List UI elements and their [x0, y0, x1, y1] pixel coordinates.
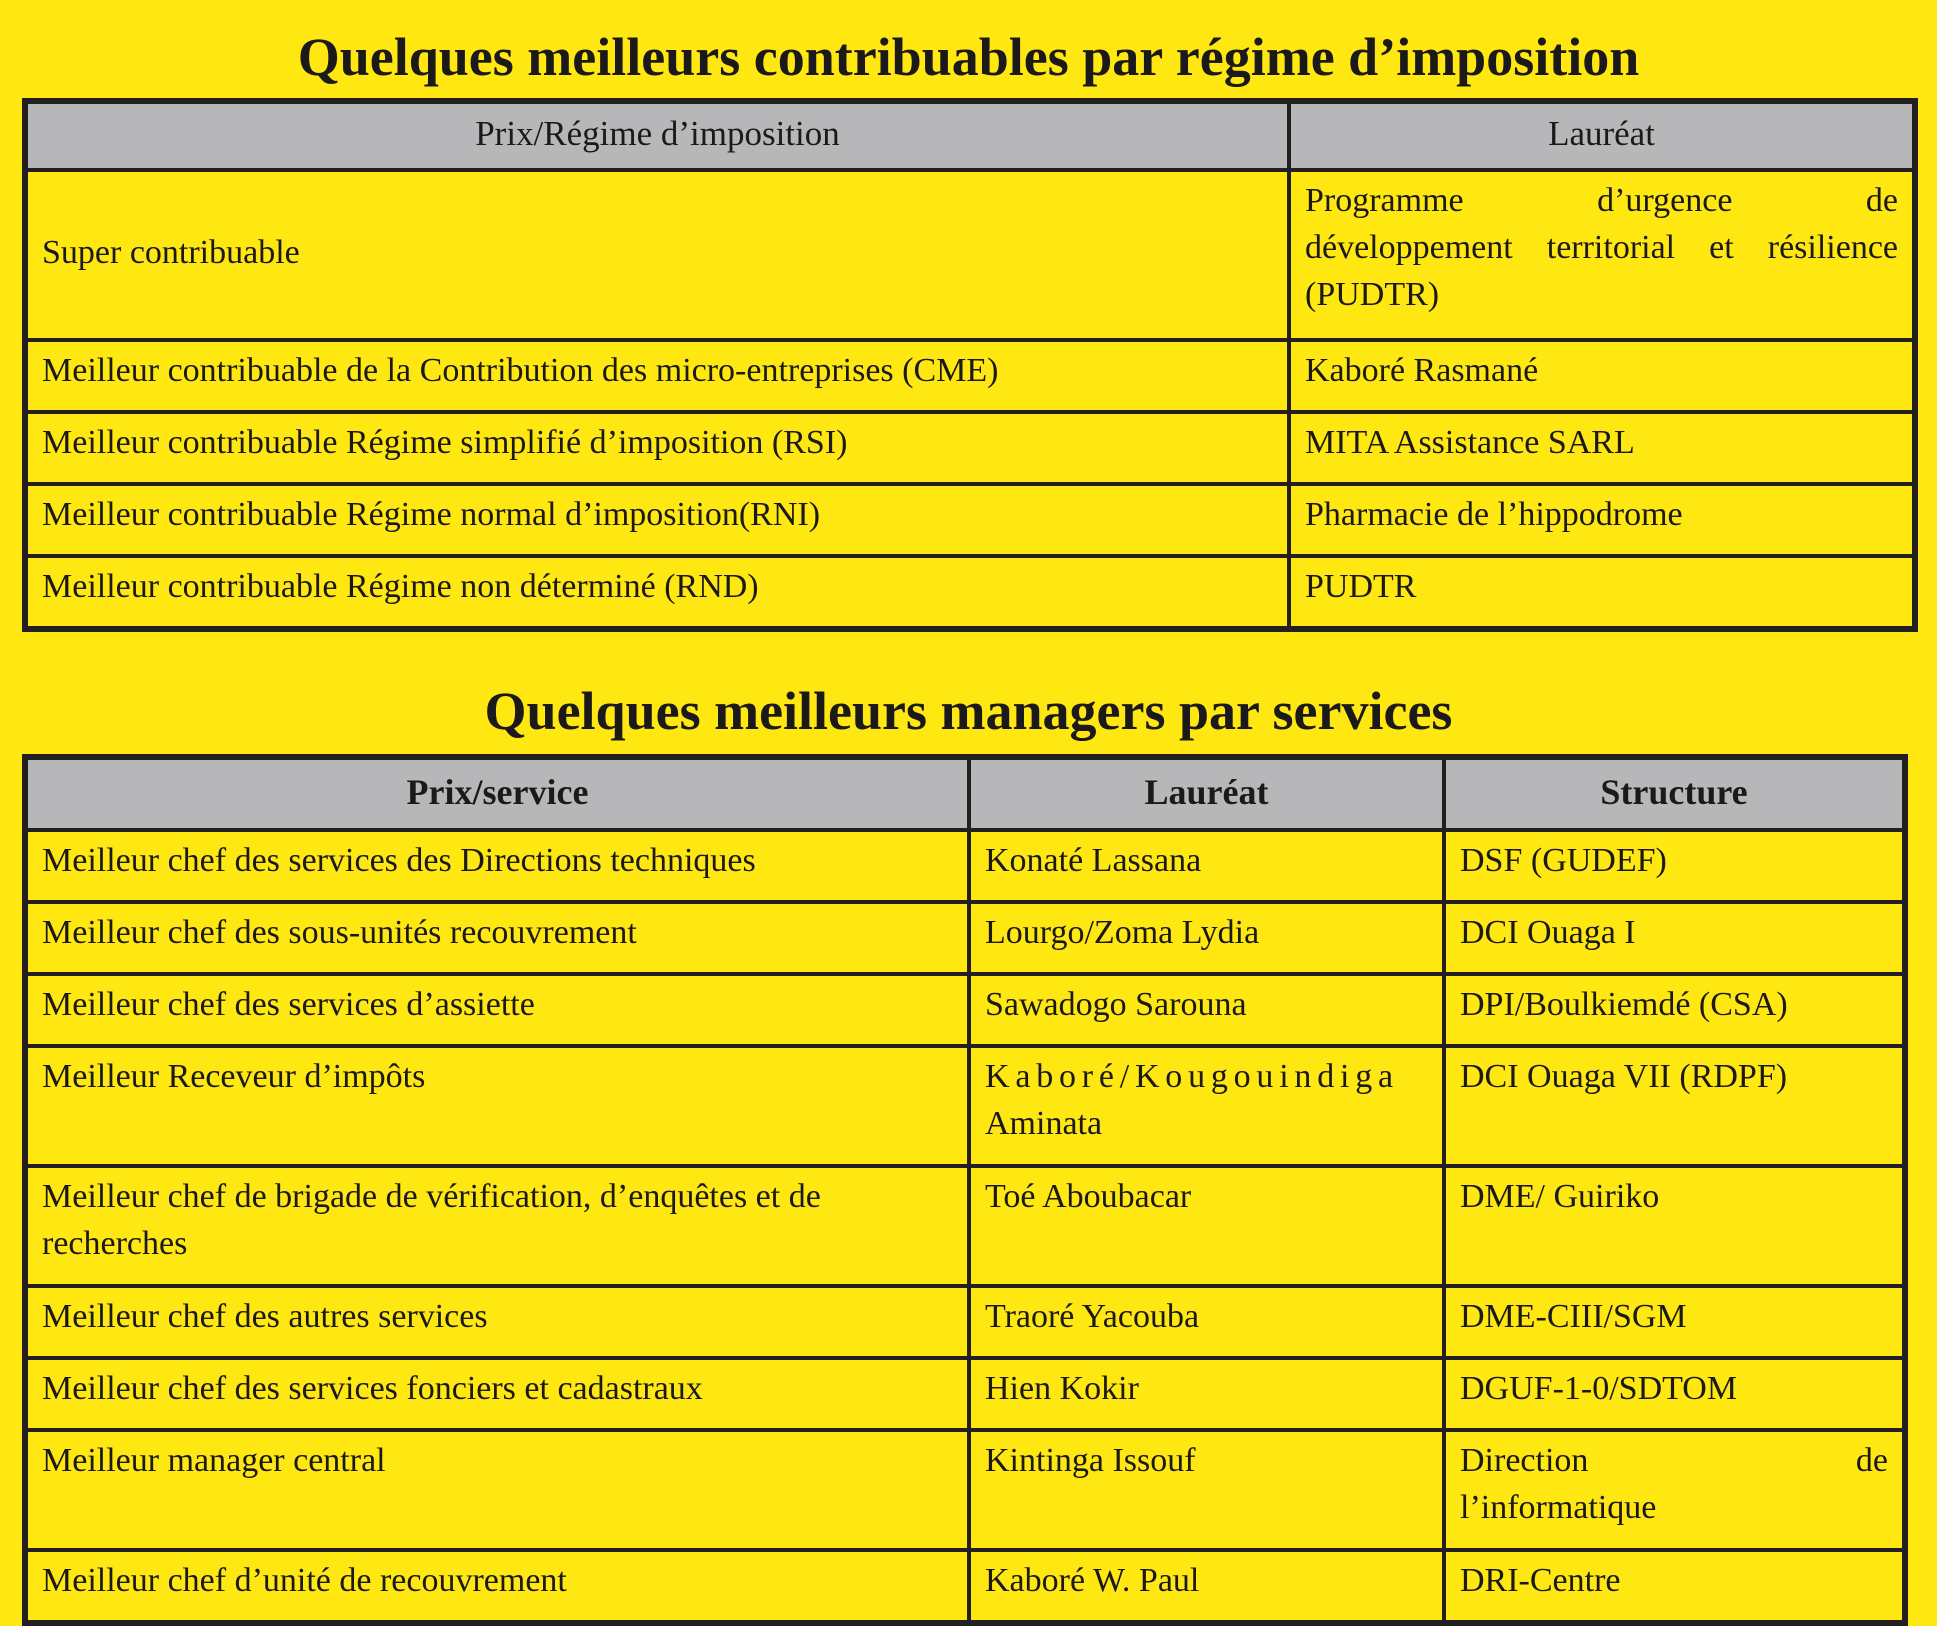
- laureate-cell: Traoré Yacouba: [969, 1286, 1444, 1358]
- table-row: [25, 1550, 1905, 1623]
- structure-cell: DME/ Guiriko: [1444, 1166, 1905, 1286]
- prize-cell: Meilleur contribuable Régime non déterminé (RND): [25, 556, 1289, 629]
- laureate-cell: Pharmacie de l’hippodrome: [1289, 484, 1915, 556]
- laureate-line: développement territorial et résilience: [1305, 228, 1898, 266]
- header-row: [25, 757, 1905, 830]
- laureate-cell: [1289, 170, 1915, 340]
- prize-cell: Meilleur contribuable de la Contribution des micro-entreprises (CME): [25, 340, 1289, 412]
- table-row: [25, 412, 1915, 484]
- prize-cell: Meilleur chef d’unité de recouvrement: [25, 1550, 969, 1623]
- laureate-line: (PUDTR): [1305, 275, 1440, 313]
- table-row: [25, 340, 1915, 412]
- table-row: [25, 556, 1915, 629]
- prize-cell: Super contribuable: [25, 170, 1289, 340]
- structure-cell: DPI/Boulkiemdé (CSA): [1444, 974, 1905, 1046]
- column-header-structure: Structure: [1444, 757, 1905, 830]
- prize-cell: Meilleur contribuable Régime normal d’imposition(RNI): [25, 484, 1289, 556]
- structure-cell: DCI Ouaga I: [1444, 902, 1905, 974]
- laureate-cell: Sawadogo Sarouna: [969, 974, 1444, 1046]
- table-row: [25, 1166, 1905, 1286]
- column-header-laureat: Lauréat: [969, 757, 1444, 830]
- laureate-cell: Kintinga Issouf: [969, 1430, 1444, 1550]
- prize-cell: Meilleur chef des autres services: [25, 1286, 969, 1358]
- prize-cell: Meilleur chef de brigade de vérification, d’enquêtes et de recherches: [25, 1166, 969, 1286]
- prize-cell: Meilleur manager central: [25, 1430, 969, 1550]
- table-row: [25, 1358, 1905, 1430]
- laureate-cell: PUDTR: [1289, 556, 1915, 629]
- laureate-cell: Kaboré Rasmané: [1289, 340, 1915, 412]
- laureate-cell: Hien Kokir: [969, 1358, 1444, 1430]
- laureate-cell: Kaboré W. Paul: [969, 1550, 1444, 1623]
- laureate-line: Aminata: [985, 1104, 1103, 1142]
- prize-cell: Meilleur contribuable Régime simplifié d’imposition (RSI): [25, 412, 1289, 484]
- structure-cell: DGUF-1-0/SDTOM: [1444, 1358, 1905, 1430]
- laureate-line: Kaboré/Kougouindiga: [985, 1058, 1399, 1095]
- table-row: [25, 902, 1905, 974]
- prize-cell: Meilleur chef des services des Directions techniques: [25, 830, 969, 902]
- managers-table: [22, 754, 1908, 1626]
- table-row: [25, 830, 1905, 902]
- laureate-cell: Toé Aboubacar: [969, 1166, 1444, 1286]
- laureate-cell: Lourgo/Zoma Lydia: [969, 902, 1444, 974]
- structure-cell: DRI-Centre: [1444, 1550, 1905, 1623]
- structure-cell: DCI Ouaga VII (RDPF): [1444, 1046, 1905, 1166]
- structure-line: l’informatique: [1460, 1488, 1657, 1526]
- prize-cell: Meilleur chef des services d’assiette: [25, 974, 969, 1046]
- structure-cell: DSF (GUDEF): [1444, 830, 1905, 902]
- header-row: [25, 101, 1915, 170]
- table-row: [25, 1430, 1905, 1550]
- column-header-laureat: Lauréat: [1289, 101, 1915, 170]
- structure-cell: [1444, 1430, 1905, 1550]
- laureate-line: Programme d’urgence de: [1305, 182, 1898, 219]
- table-row: [25, 1046, 1905, 1166]
- table-row: [25, 974, 1905, 1046]
- table-row: [25, 1286, 1905, 1358]
- column-header-prix-service: Prix/service: [25, 757, 969, 830]
- laureate-cell: [969, 1046, 1444, 1166]
- table-row: [25, 484, 1915, 556]
- laureate-cell: Konaté Lassana: [969, 830, 1444, 902]
- structure-cell: DME-CIII/SGM: [1444, 1286, 1905, 1358]
- structure-line: Direction de: [1460, 1442, 1888, 1479]
- prize-cell: Meilleur Receveur d’impôts: [25, 1046, 969, 1166]
- laureate-cell: MITA Assistance SARL: [1289, 412, 1915, 484]
- contribuables-table-title: Quelques meilleurs contribuables par régime d’imposition: [297, 27, 1640, 87]
- table-row: [25, 170, 1915, 340]
- managers-table-title: Quelques meilleurs managers par services: [484, 681, 1453, 741]
- prize-cell: Meilleur chef des sous-unités recouvrement: [25, 902, 969, 974]
- column-header-prix-regime: Prix/Régime d’imposition: [25, 101, 1289, 170]
- prize-cell: Meilleur chef des services fonciers et cadastraux: [25, 1358, 969, 1430]
- contribuables-table: [22, 98, 1918, 632]
